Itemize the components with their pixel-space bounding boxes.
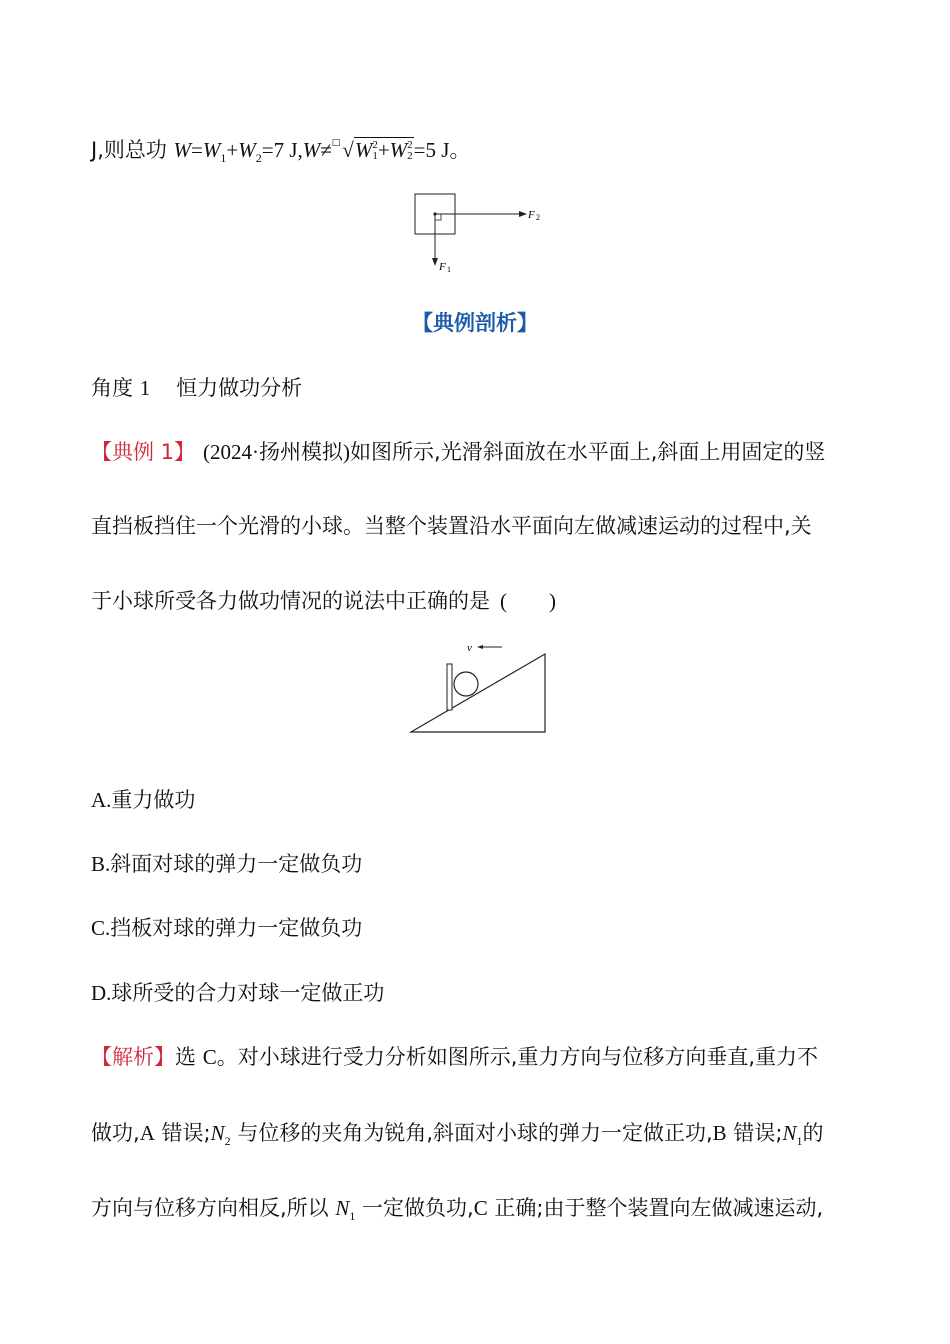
analysis-l2b: A [139,1121,155,1145]
value-5j: =5 J。 [413,138,471,162]
example-line-2 [91,511,812,541]
analysis-n1-sub: 1 [796,1134,803,1149]
analysis-l2g: 的 [802,1121,824,1145]
analysis-l3a: 方向与位移方向相反,所以 [91,1196,336,1220]
section-title: 【典例剖析】 [412,311,538,335]
option-b-letter: B. [91,852,111,876]
radicand [354,137,414,162]
analysis-l2a: 做功, [91,1121,140,1145]
root-sign: √ [342,138,354,162]
option-a-text: 重力做功 [111,788,196,812]
f1-label-sub: 1 [447,265,451,274]
option-b [91,849,362,879]
example-text-3: 于小球所受各力做功情况的说法中正确的是 [91,589,490,613]
example-source: (2024·扬州模拟) [203,440,351,464]
example-text-1: 如图所示,光滑斜面放在水平面上,斜面上用固定的竖 [350,440,826,464]
analysis-l3d: 正确;由于整个装置向左做减速运动, [487,1196,824,1220]
angle-title: 恒力做功分析 [176,376,303,400]
ball [454,672,478,696]
analysis-l3c: C [473,1196,488,1220]
velocity-label: v [467,642,472,654]
analysis-l3b: 一定做负功, [355,1196,474,1220]
example-text-2: 直挡板挡住一个光滑的小球。当整个装置沿水平面向左做减速运动的过程中,关 [91,514,812,538]
analysis-n2-sub: 2 [224,1134,231,1149]
example-line-3 [91,586,556,616]
angle-number: 1 [139,376,151,400]
option-a-letter: A. [91,788,112,812]
f2-arrowhead [519,211,527,217]
w2-sub: 2 [407,150,413,162]
w1-sub: 1 [372,150,378,162]
analysis-l1b: C [202,1045,217,1069]
force-diagram [405,188,555,278]
analysis-l2c: 错误; [154,1121,211,1145]
sub-2: 2 [255,151,262,166]
angle-prefix: 角度 [91,376,140,400]
option-d-letter: D. [91,981,112,1005]
w2-sup: 2 [407,139,413,151]
analysis-n2: N [210,1121,225,1145]
var-w: W [173,138,192,162]
analysis-l1c: 。对小球进行受力分析如图所示,重力方向与位移方向垂直,重力不 [216,1045,819,1069]
analysis-line-3 [91,1193,823,1223]
plus: + [226,138,239,162]
option-b-text: 斜面对球的弹力一定做负功 [110,852,363,876]
w2-scripts [407,140,413,162]
value-7j: =7 J, [261,138,303,162]
analysis-line-1 [91,1042,818,1072]
analysis-line-2 [91,1118,823,1148]
square-root [340,135,413,165]
incline-diagram [405,638,555,738]
root-w2: W [389,138,408,162]
option-a [91,785,195,815]
angle-heading [91,373,302,403]
analysis-l1a: 选 [175,1045,203,1069]
root-w1: W [354,138,373,162]
not-equal: ≠ [320,138,332,162]
analysis-l2f: 错误; [726,1121,783,1145]
sub-1: 1 [220,151,227,166]
formula-lead: J,则总功 [91,138,174,162]
f1-arrowhead [432,258,438,266]
f1-label: F [439,261,446,273]
example-tag: 【典例 1】 [91,440,196,464]
analysis-l3-n1: N [335,1196,350,1220]
root-index: □ [331,138,341,148]
analysis-tag: 【解析】 [91,1045,175,1069]
f2-label-sub: 2 [536,213,540,222]
analysis-n1: N [782,1121,797,1145]
var-w-ne: W [302,138,321,162]
var-w1: W [202,138,221,162]
formula-line [91,135,470,165]
velocity-arrowhead [477,645,483,649]
baffle [447,664,452,710]
f2-label: F [528,209,535,221]
analysis-l2e: B [712,1121,727,1145]
w1-sup: 2 [372,139,378,151]
option-c-text: 挡板对球的弹力一定做负功 [110,916,363,940]
option-c [91,913,362,943]
option-d [91,978,384,1008]
answer-blank: ( ) [500,589,556,613]
root-plus: + [377,138,390,162]
analysis-l2d: 与位移的夹角为锐角,斜面对小球的弹力一定做正功, [230,1121,713,1145]
var-w2: W [238,138,256,162]
incline [411,654,545,732]
equals: = [191,138,203,162]
analysis-l3-n1-sub: 1 [349,1209,356,1224]
option-d-text: 球所受的合力对球一定做正功 [111,981,385,1005]
option-c-letter: C. [91,916,111,940]
example-line-1 [91,437,825,467]
